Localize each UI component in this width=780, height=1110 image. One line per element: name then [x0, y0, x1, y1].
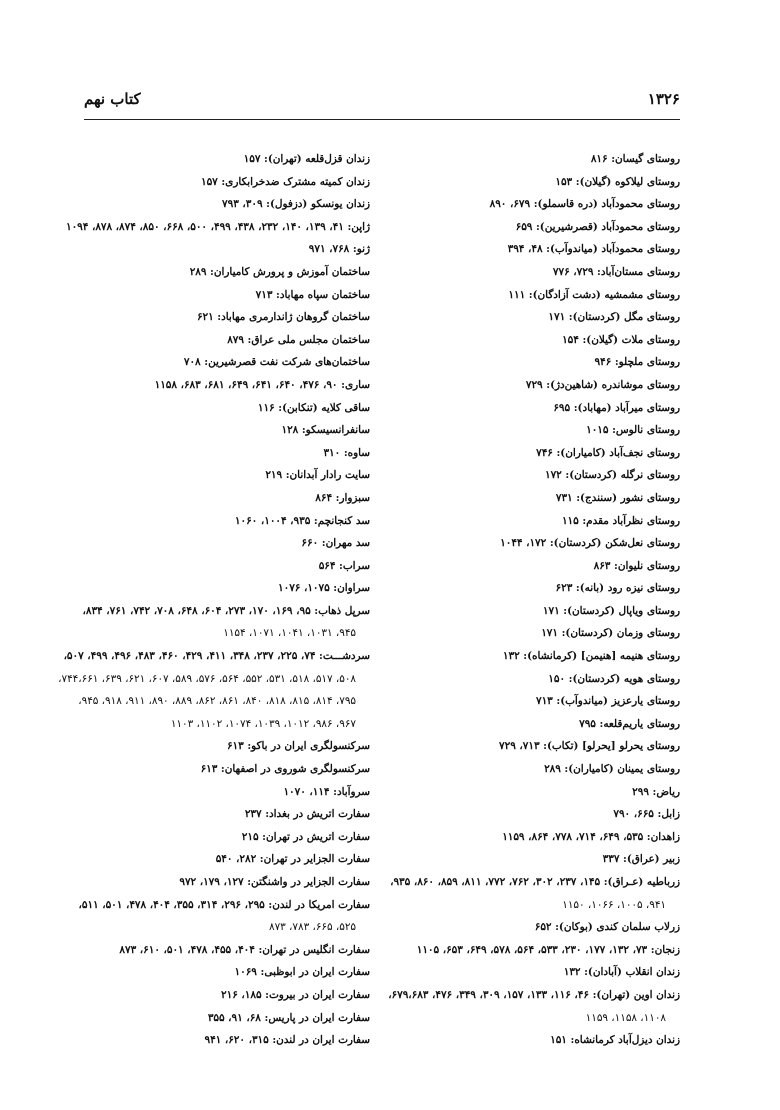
index-entry-continuation: ۷۹۵، ۸۱۴، ۸۱۵، ۸۱۸، ۸۴۰، ۸۶۱، ۸۶۲، ۸۸۹، ۸۹۰، ۹۱۱، ۹۱۸، ۹۴۵،: [78, 695, 356, 708]
index-entry: سانفرانسیسکو: ۱۲۸: [281, 424, 370, 437]
index-entry: روستای محمودآباد (قصرشیرین): ۶۵۹: [515, 220, 680, 233]
index-entry: سردشـــت: ۷۴، ۲۲۵، ۲۳۷، ۳۴۸، ۴۱۱، ۴۲۹، ۴۶۰، ۴۸۳، ۴۹۶، ۴۹۹، ۵۰۷،: [63, 650, 370, 663]
header-rule: [84, 119, 680, 120]
index-entry: روستای هویه (کردستان): ۱۵۰: [548, 672, 680, 685]
index-entry: روستای نعل‌شکن (کردستان): ۱۷۲، ۱۰۴۴: [500, 537, 680, 550]
index-entry: زرباطیه (عـراق): ۱۴۵، ۲۳۷، ۳۰۲، ۷۶۲، ۷۷۲، ۸۱۱، ۸۵۹، ۸۶۰، ۹۳۵،: [390, 876, 680, 888]
index-entry: سفارت الجزایر در تهران: ۲۸۲، ۵۴۰: [215, 853, 370, 866]
index-entry: سروآباد: ۱۱۴، ۱۰۷۰: [283, 785, 370, 798]
index-entry: سفارت الجزایر در واشنگتن: ۱۲۷، ۱۷۹، ۹۷۲: [179, 876, 370, 888]
index-entry: روستای ملات (گیلان): ۱۵۴: [562, 333, 680, 346]
index-entry: روستای یاریم‌قلعه: ۷۹۵: [579, 717, 680, 730]
index-entry: ساری: ۹۰، ۴۷۶، ۶۴۰، ۶۴۱، ۶۴۹، ۶۸۱، ۶۸۳، ۱۱۵۸: [154, 378, 370, 391]
index-entry: روستای نیزه رود (بانه): ۶۲۳: [555, 582, 680, 595]
index-entry: سفارت ایران در ابوظبی: ۱۰۶۹: [234, 966, 370, 979]
index-entry: روستای نجف‌آباد (کامیاران): ۷۴۶: [536, 446, 680, 459]
index-entry: زندان اوین (تهران): ۴۶، ۱۱۶، ۱۳۳، ۱۵۷، ۳۰۹، ۳۴۹، ۴۷۶، ۶۷۹،۶۸۳،: [388, 988, 680, 1001]
index-entry: روستای نلیوان: ۸۶۳: [593, 559, 680, 572]
index-entry: روستای یارعزیز (میاندوآب): ۷۱۳: [536, 695, 680, 708]
index-entry: زابل: ۶۶۵، ۷۹۰: [613, 808, 680, 821]
index-entry: روستای وزمان (کردستان): ۱۷۱: [541, 627, 680, 640]
index-entry: روستای نالوس: ۱۰۱۵: [586, 424, 680, 437]
index-entry: روستای نظرآباد مقدم: ۱۱۵: [561, 514, 680, 527]
index-entry: روستای هنیمه [هنیمن] (کرمانشاه): ۱۳۲: [502, 650, 680, 663]
index-entry-continuation: ۵۰۸، ۵۱۷، ۵۱۸، ۵۳۱، ۵۵۲، ۵۶۴، ۵۷۶، ۵۸۹، ۶۰۷، ۶۲۱، ۶۳۹، ۷۴۴،۶۶۱،: [58, 672, 356, 685]
index-entry: سفارت اتریش در تهران: ۲۱۵: [241, 830, 370, 843]
index-entry: سرپل ذهاب: ۹۵، ۱۶۹، ۱۷۰، ۲۷۳، ۶۰۴، ۶۴۸، ۷۰۸، ۷۴۲، ۷۶۱، ۸۳۴،: [82, 604, 370, 617]
index-entry: سفارت انگلیس در تهران: ۴۰۴، ۴۵۵، ۴۷۸، ۵۰۱، ۶۱۰، ۸۷۳: [119, 943, 370, 956]
index-entry: سفارت امریکا در لندن: ۲۹۵، ۲۹۶، ۳۱۴، ۳۵۵، ۴۰۴، ۴۷۸، ۵۰۱، ۵۱۱،: [78, 898, 370, 911]
index-entry: ساوه: ۳۱۰: [323, 446, 370, 459]
index-entry: روستای مستان‌آباد: ۷۲۹، ۷۷۶: [552, 265, 680, 278]
index-entry: روستای لیلاکوه (گیلان): ۱۵۳: [555, 175, 680, 188]
index-entry: روستای ویاپال (کردستان): ۱۷۱: [542, 604, 680, 617]
index-entry: سفارت ایران در بیروت: ۱۸۵، ۲۱۶: [221, 988, 370, 1001]
index-entry: ساختمان سپاه مهاباد: ۷۱۳: [255, 288, 370, 301]
index-entry: زندان دیزل‌آباد کرمانشاه: ۱۵۱: [550, 1034, 680, 1047]
index-entry: سبزوار: ۸۶۴: [315, 491, 370, 504]
index-column-right: [380, 148, 680, 1052]
index-entry: ژاپن: ۴۱، ۱۳۹، ۱۴۰، ۲۳۲، ۴۳۸، ۴۹۹، ۵۰۰، ۶۶۸، ۸۵۰، ۸۷۴، ۸۷۸، ۱۰۹۴: [66, 220, 370, 233]
index-entry-continuation: ۹۶۷، ۹۸۶، ۱۰۱۲، ۱۰۳۹، ۱۰۷۴، ۱۱۰۲، ۱۱۰۳: [170, 717, 356, 730]
index-entry: زنجان: ۷۳، ۱۳۲، ۱۷۷، ۲۳۰، ۵۳۳، ۵۶۴، ۵۷۸، ۶۴۹، ۶۵۳، ۱۱۰۵: [416, 943, 680, 956]
index-entry: روستای محمودآباد (میاندوآب): ۴۸، ۳۹۴: [507, 243, 680, 256]
index-entry: ریاض: ۲۹۹: [632, 785, 680, 798]
index-entry-continuation: ۵۲۵، ۶۶۵، ۷۸۳، ۸۷۳: [268, 921, 356, 934]
index-entry: سرکنسولگری شوروی در اصفهان: ۶۱۳: [200, 763, 370, 776]
index-entry: سد کنجانچم: ۹۳۵، ۱۰۰۴، ۱۰۶۰: [234, 514, 370, 527]
index-entry: ساختمان گروهان ژاندارمری مهاباد: ۶۲۱: [196, 311, 370, 324]
index-entry: سراوان: ۱۰۷۵، ۱۰۷۶: [278, 582, 370, 595]
index-entry: ساختمان‌های شرکت نفت قصرشیرین: ۷۰۸: [183, 356, 370, 369]
index-entry: روستای گیسان: ۸۱۶: [590, 153, 680, 165]
index-entry: سراب: ۵۶۴: [318, 559, 370, 572]
index-entry: زندان یونسکو (دزفول): ۳۰۹، ۷۹۳: [222, 198, 370, 211]
index-entry: روستای نشور (سنندج): ۷۳۱: [555, 491, 680, 504]
index-entry: سایت رادار آبدانان: ۲۱۹: [265, 469, 370, 482]
index-entry: روستای یمینان (کامیاران): ۲۸۹: [544, 763, 680, 776]
index-entry: سد مهران: ۶۶۰: [301, 537, 370, 550]
index-entry: زاهدان: ۵۳۵، ۶۴۹، ۷۱۴، ۷۷۸، ۸۶۴، ۱۱۵۹: [502, 830, 680, 843]
index-entry: زندان انقلاب (آبادان): ۱۳۲: [563, 966, 680, 979]
index-entry: زندان قزل‌قلعه (تهران): ۱۵۷: [243, 153, 370, 165]
index-entry: روستای مگل (کردستان): ۱۷۱: [548, 311, 680, 324]
page-header: [84, 90, 680, 116]
index-entry: روستای ملچلو: ۹۴۶: [594, 356, 680, 369]
index-entry: روستای میرآباد (مهاباد): ۶۹۵: [553, 401, 680, 414]
index-entry: روستای موشاندره (شاهین‌دژ): ۷۲۹: [525, 378, 680, 391]
index-entry-continuation: ۹۴۱، ۱۰۰۵، ۱۰۶۶، ۱۱۵۰: [562, 898, 666, 911]
page-number: ۱۳۲۶: [647, 90, 680, 108]
index-entry: روستای محمودآباد (دره قاسملو): ۶۷۹، ۸۹۰: [489, 198, 680, 211]
index-entry: زبیر (عراق): ۳۳۷: [602, 853, 680, 866]
index-column-left: [30, 148, 370, 1052]
index-entry: سفارت اتریش در بغداد: ۲۳۷: [244, 808, 370, 821]
index-entry: ساختمان مجلس ملی عراق: ۸۷۹: [227, 333, 370, 346]
index-entry: روستای مشمشیه (دشت آزادگان): ۱۱۱: [508, 288, 680, 301]
index-entry: ژنو: ۷۶۸، ۹۷۱: [308, 243, 370, 256]
index-entry: ساختمان آموزش و پرورش کامیاران: ۲۸۹: [189, 265, 370, 278]
index-entry: زندان کمیته مشترک ضدخرابکاری: ۱۵۷: [200, 175, 370, 188]
index-entry: سفارت ایران در لندن: ۳۱۵، ۶۲۰، ۹۴۱: [204, 1034, 370, 1047]
index-entry-continuation: ۱۱۰۸، ۱۱۵۸، ۱۱۵۹: [585, 1011, 666, 1024]
index-entry: سفارت ایران در پاریس: ۶۸، ۹۱، ۳۵۵: [207, 1011, 370, 1024]
index-entry: زرلاب سلمان کندی (بوکان): ۶۵۲: [534, 921, 680, 934]
index-entry-continuation: ۹۴۵، ۱۰۳۱، ۱۰۴۱، ۱۰۷۱، ۱۱۵۴: [223, 627, 356, 640]
index-entry: ساقی کلایه (تنکابن): ۱۱۶: [257, 401, 370, 414]
running-title: کتاب نهم: [84, 90, 141, 108]
index-entry: روستای یحرلو [یحرلو] (تکاب): ۷۱۳، ۷۲۹: [499, 740, 680, 753]
index-entry: سرکنسولگری ایران در باکو: ۶۱۳: [226, 740, 370, 753]
index-entry: روستای نرگله (کردستان): ۱۷۲: [545, 469, 680, 482]
